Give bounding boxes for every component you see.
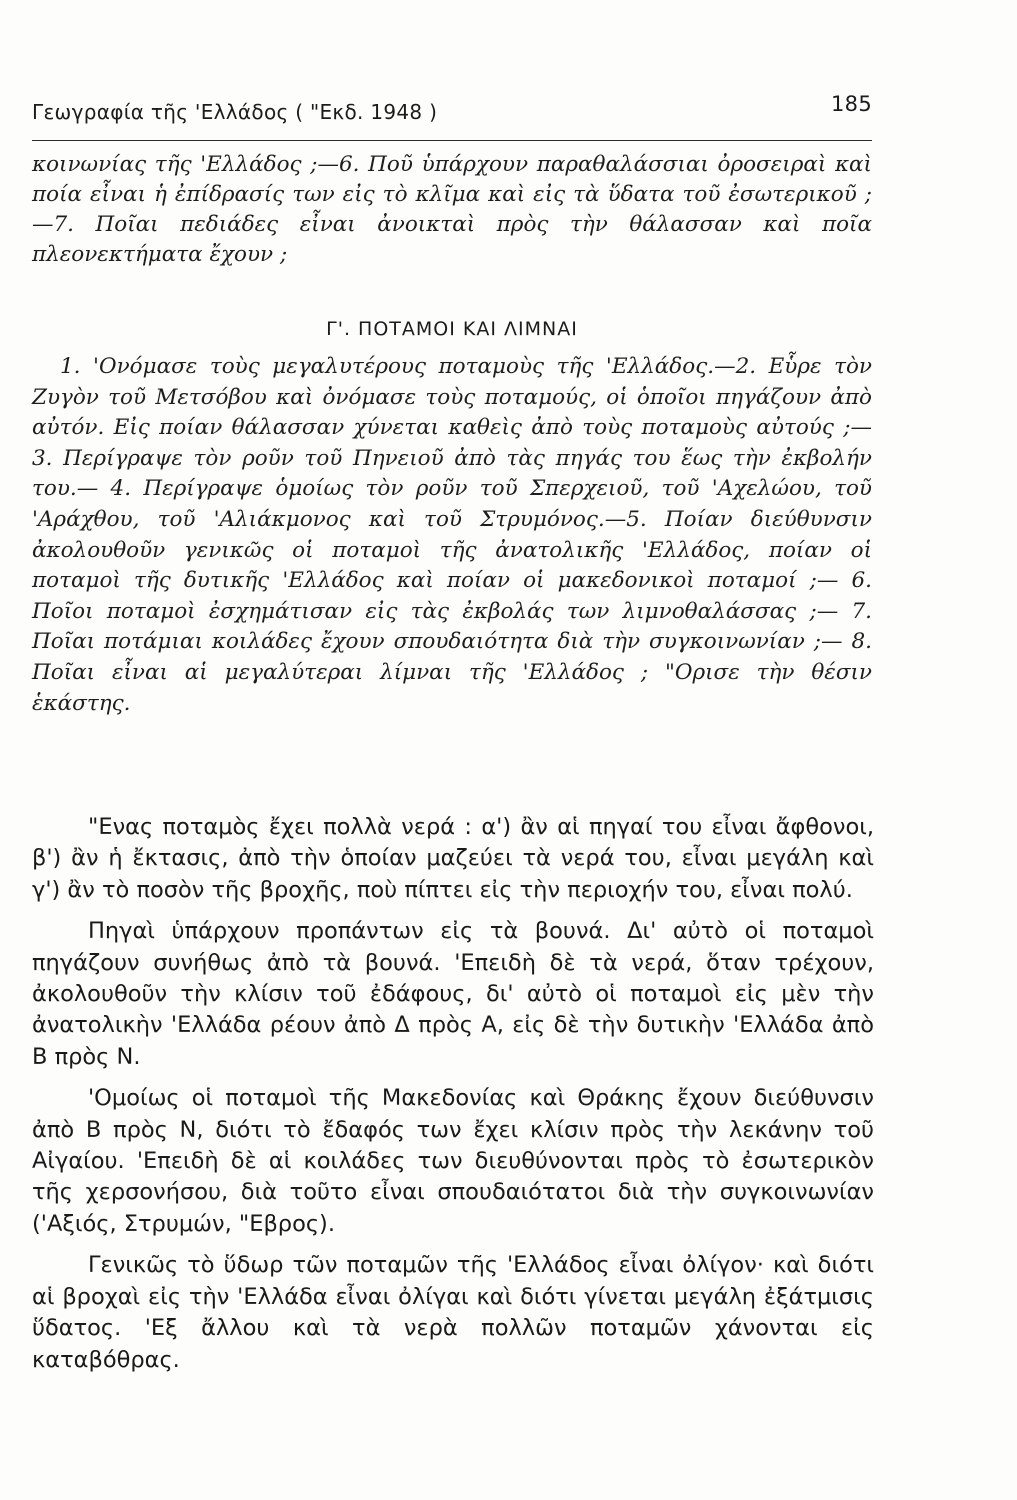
body-paragraph: Πηγαὶ ὑπάρχουν προπάντων εἰς τὰ βουνά. Δι' αὐτὸ οἱ ποταμοὶ πηγάζουν συνήθως ἀπὸ τὰ βουνά. 'Επειδὴ δὲ τὰ νερά, ὅταν τρέχουν, ἀκολουθοῦν τὴν κλίσιν τοῦ ἐδάφους, δι' αὐτὸ οἱ ποταμοὶ εἰς μὲν τὴν ἀνατολικὴν 'Ελλάδα ρέουν ἀπὸ Δ πρὸς Α, εἰς δὲ τὴν δυτικὴν 'Ελλάδα ἀπὸ Β πρὸς Ν. (32, 918, 874, 1070)
body-text (32, 812, 874, 1386)
running-head-title: Γεωγραφία τῆς 'Ελλάδος ( "Εκδ. 1948 ) (32, 100, 438, 124)
body-paragraph: "Ενας ποταμὸς ἔχει πολλὰ νερά : α') ἂν αἱ πηγαί του εἶναι ἄφθονοι, β') ἂν ἡ ἔκτασις, ἀπὸ τὴν ὁποίαν μαζεύει τὰ νερά του, εἶναι μεγάλη καὶ γ') ἂν τὸ ποσὸν τῆς βροχῆς, ποὺ πίπτει εἰς τὴν περιοχήν του, εἶναι πολύ. (32, 814, 874, 903)
section-heading: Γ'. ΠΟΤΑΜΟΙ ΚΑΙ ΛΙΜΝΑΙ (326, 318, 578, 340)
header-rule (32, 140, 872, 141)
body-paragraph: 'Ομοίως οἱ ποταμοὶ τῆς Μακεδονίας καὶ Θράκης ἔχουν διεύθυνσιν ἀπὸ Β πρὸς Ν, διότι τὸ ἔδαφός των ἔχει κλίσιν πρὸς τὴν λεκάνην τοῦ Αἰγαίου. 'Επειδὴ δὲ αἱ κοιλάδες των διευθύνονται πρὸς τὸ ἐσωτερικὸν τῆς χερσονήσου, διὰ τοῦτο εἶναι σπουδαιότατοι διὰ τὴν συγκοινωνίαν ('Αξιός, Στρυμών, "Εβρος). (32, 1085, 874, 1237)
body-paragraph: Γενικῶς τὸ ὕδωρ τῶν ποταμῶν τῆς 'Ελλάδος εἶναι ὀλίγον· καὶ διότι αἱ βροχαὶ εἰς τὴν 'Ελλάδα εἶναι ὀλίγαι καὶ διότι γίνεται μεγάλη ἐξάτμισις ὕδατος. 'Εξ ἄλλου καὶ τὰ νερὰ πολλῶν ποταμῶν χάνονται εἰς καταβόθρας. (32, 1252, 874, 1373)
question-paragraph: κοινωνίας τῆς 'Ελλάδος ;—6. Ποῦ ὑπάρχουν παραθαλάσσιαι ὀροσειραὶ καὶ ποία εἶναι ἡ ἐπίδρασίς των εἰς τὸ κλῖμα καὶ εἰς τὰ ὕδατα τοῦ ἐσωτερικοῦ ;—7. Ποῖαι πεδιάδες εἶναι ἀνοικταὶ πρὸς τὴν θάλασσαν καὶ ποῖα πλεονεκτήματα ἔχουν ; (32, 152, 872, 267)
questions-previous-section (32, 150, 872, 270)
questions-rivers-lakes (32, 352, 872, 719)
question-paragraph: 1. 'Ονόμασε τοὺς μεγαλυτέρους ποταμοὺς τῆς 'Ελλάδος.—2. Εὗρε τὸν Ζυγὸν τοῦ Μετσόβου καὶ ὀνόμασε τοὺς ποταμούς, οἱ ὁποῖοι πηγάζουν ἀπὸ αὐτόν. Εἰς ποίαν θάλασσαν χύνεται καθεὶς ἀπὸ τοὺς ποταμοὺς αὐτούς ;— 3. Περίγραψε τὸν ροῦν τοῦ Πηνειοῦ ἀπὸ τὰς πηγάς του ἕως τὴν ἐκβολήν του.— 4. Περίγραψε ὁμοίως τὸν ροῦν τοῦ Σπερχειοῦ, τοῦ 'Αχελώου, τοῦ 'Αράχθου, τοῦ 'Αλιάκμονος καὶ τοῦ Στρυμόνος.—5. Ποίαν διεύθυνσιν ἀκολουθοῦν γενικῶς οἱ ποταμοὶ τῆς ἀνατολικῆς 'Ελλάδος, ποίαν οἱ ποταμοὶ τῆς δυτικῆς 'Ελλάδος καὶ ποίαν οἱ μακεδονικοὶ ποταμοί ;— 6. Ποῖοι ποταμοὶ ἐσχημάτισαν εἰς τὰς ἐκβολάς των λιμνοθαλάσσας ;— 7. Ποῖαι ποτάμιαι κοιλάδες ἔχουν σπουδαιότητα διὰ τὴν συγκοινωνίαν ;— 8. Ποῖαι εἶναι αἱ μεγαλύτεραι λίμναι τῆς 'Ελλάδος ; "Ορισε τὴν θέσιν ἑκάστης. (32, 354, 872, 716)
running-head (32, 92, 872, 132)
page-number: 185 (831, 92, 872, 116)
